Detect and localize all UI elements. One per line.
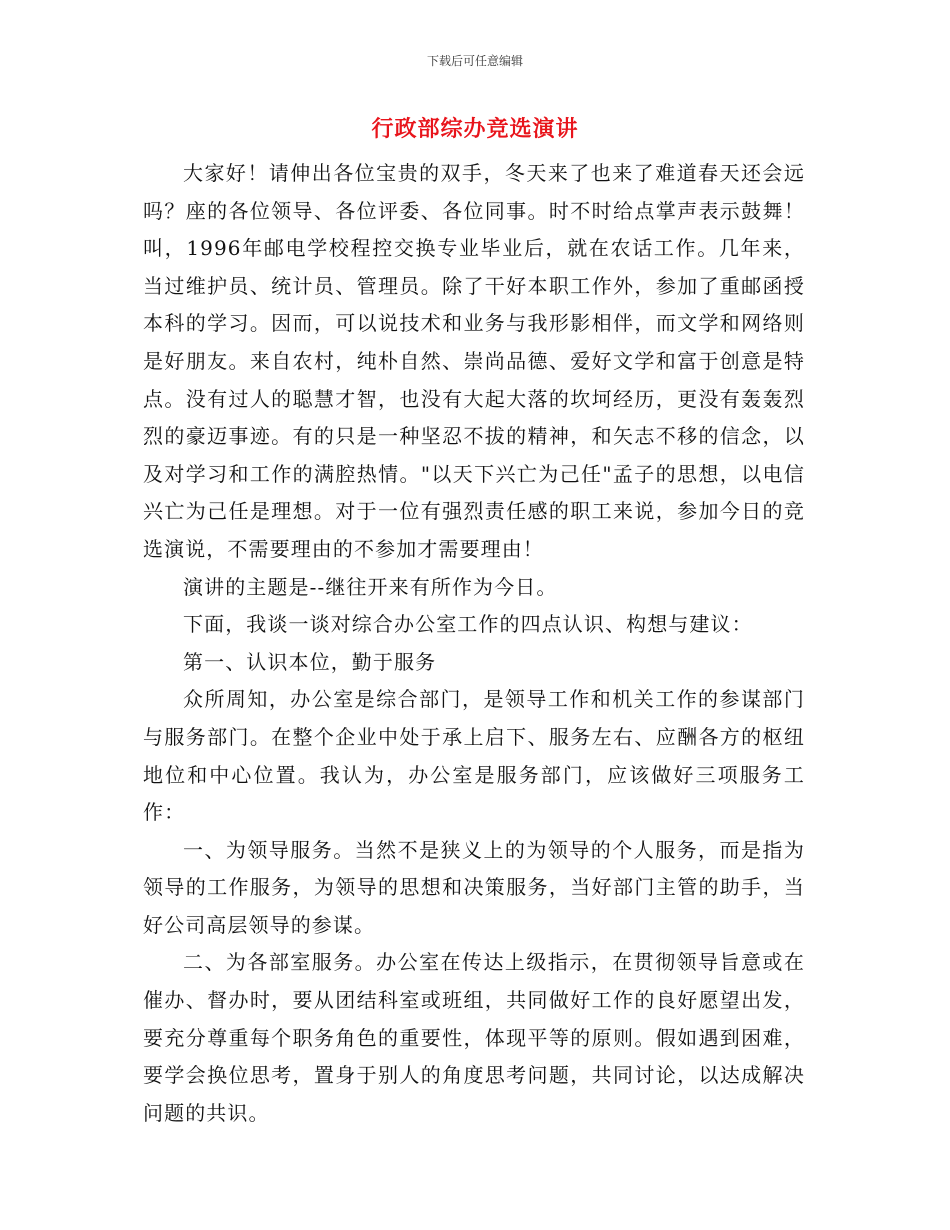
paragraph-intro: 大家好！请伸出各位宝贵的双手，冬天来了也来了难道春天还会远吗？座的各位领导、各位评委、各位同事。时不时给点掌声表示鼓舞！叫，1996年邮电学校程控交换专业毕业后，就在农话工作。几年来，当过维护员、统计员、管理员。除了干好本职工作外，参加了重邮函授本科的学习。因而，可以说技术和业务与我形影相伴，而文学和网络则是好朋友。来自农村，纯朴自然、崇尚品德、爱好文学和富于创意是特点。没有过人的聪慧才智，也没有大起大落的坎坷经历，更没有轰轰烈烈的豪迈事迹。有的只是一种坚忍不拔的精神，和矢志不移的信念，以及对学习和工作的满腔热情。"以天下兴亡为己任"孟子的思想，以电信兴亡为己任是理想。对于一位有强烈责任感的职工来说，参加今日的竞选演说，不需要理由的不参加才需要理由！ bbox=[143, 161, 805, 561]
paragraph-outline: 下面，我谈一谈对综合办公室工作的四点认识、构想与建议： bbox=[183, 612, 753, 637]
document-body bbox=[143, 155, 805, 1132]
section-heading-first: 第一、认识本位，勤于服务 bbox=[183, 649, 437, 674]
page-header-note: 下载后可任意编辑 bbox=[426, 54, 523, 68]
paragraph-serve-leaders: 一、为领导服务。当然不是狭义上的为领导的个人服务，而是指为领导的工作服务，为领导的思想和决策服务，当好部门主管的助手，当好公司高层领导的参谋。 bbox=[143, 837, 805, 937]
paragraph-office-role: 众所周知，办公室是综合部门，是领导工作和机关工作的参谋部门与服务部门。在整个企业中处于承上启下、服务左右、应酬各方的枢纽地位和中心位置。我认为，办公室是服务部门，应该做好三项服务工作： bbox=[143, 687, 805, 825]
paragraph-theme: 演讲的主题是--继往开来有所作为今日。 bbox=[183, 574, 558, 599]
document-title: 行政部综办竞选演讲 bbox=[371, 116, 579, 142]
paragraph-serve-departments: 二、为各部室服务。办公室在传达上级指示，在贯彻领导旨意或在催办、督办时，要从团结科室或班组，共同做好工作的良好愿望出发，要充分尊重每个职务角色的重要性，体现平等的原则。假如遇到困难，要学会换位思考，置身于别人的角度思考问题，共同讨论，以达成解决问题的共识。 bbox=[143, 950, 805, 1125]
